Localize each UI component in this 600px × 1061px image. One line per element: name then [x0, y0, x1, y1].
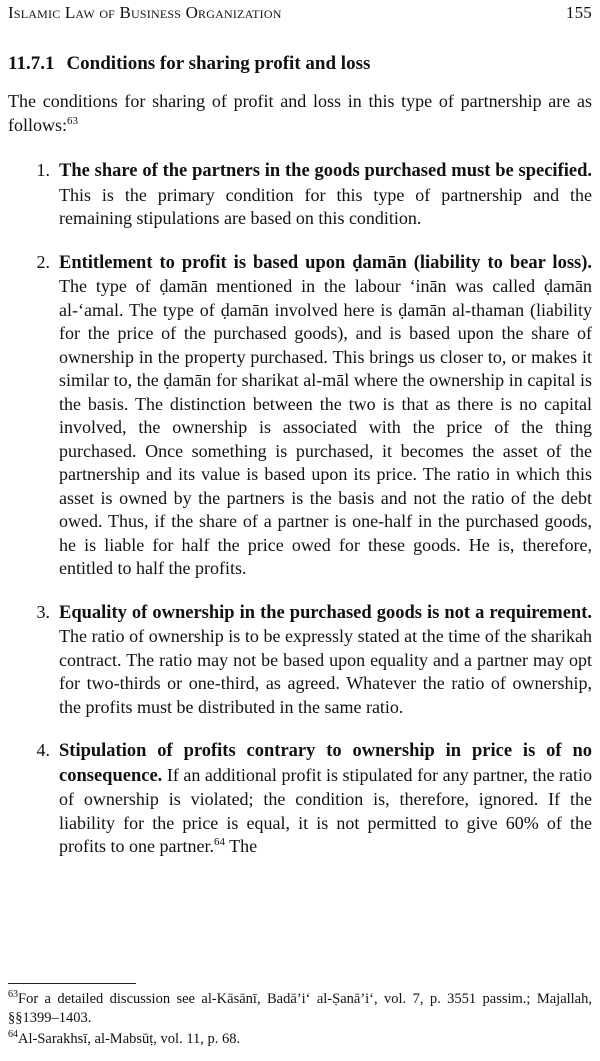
item-body: This is the primary condition for this type of partnership and the remaining stipulations are based on this condition. — [59, 184, 592, 228]
footnote-text: For a detailed discussion see al-Kāsānī, Badā’i‘ al-Ṣanā’i‘, vol. 7, p. 3551 passim.; Majallah, §§1399–1403. — [8, 991, 592, 1026]
item-body: The ratio of ownership is to be expressly stated at the time of the sharikah contract. The ratio may not be based upon equality and a partner may opt for two-thirds or one-third, as agreed. Whatever the ratio of ownership, the profits must be distributed in the same ratio. — [59, 626, 592, 717]
list-item-text — [59, 739, 592, 859]
footnote-rule — [8, 983, 136, 984]
section-title: Conditions for sharing profit and loss — [66, 53, 371, 74]
item-body: If an additional profit is stipulated for any partner, the ratio of ownership is violated; the condition is, therefore, ignored. If the liability for the price is equal, it is not permitted to give 60% of the profits to one partner. — [59, 764, 592, 856]
list-item-number: 2. — [36, 251, 50, 272]
running-header-title: Islamic Law of Business Organization — [8, 3, 282, 22]
item-body: The type of ḍamān mentioned in the labour ‘inān was called ḍamān al-‘amal. The type of ḍamān involved here is ḍamān al-thaman (liability for the price of the purchased goods), and is based upon the share of ownership in the property purchased. This brings us closer to, or makes it similar to, the ḍamān for sharikat al-māl where the ownership in capital is the basis. The distinction between the two is that as there is no capital involved, the ownership is associated with the price of the thing purchased. Once something is purchased, it becomes the asset of the partnership and its value is based upon its price. The ratio in which this asset is owned by the partners is the basis and not the ratio of the debt owed. Thus, if the share of a partner is one-half in the purchased goods, he is liable for half the price owed for these goods. He is, therefore, entitled to half the profits. — [59, 276, 592, 578]
footnote-ref-63: 63 — [67, 114, 79, 127]
item-lead: Stipulation of profits contrary to ownership in price is of no consequence. — [59, 741, 592, 786]
list-item-text — [59, 159, 592, 231]
item-tail: The — [224, 836, 258, 856]
intro-text: The conditions for sharing of profit and loss in this type of partnership are as follows: — [8, 91, 592, 135]
footnote-text: Al-Sarakhsī, al-Mabsūṭ, vol. 11, p. 68. — [18, 1031, 241, 1047]
running-header — [8, 2, 592, 24]
list-item-1 — [8, 159, 592, 231]
footnote-64 — [8, 1030, 592, 1049]
list-item-3 — [8, 601, 592, 720]
footnote-number: 63 — [8, 989, 18, 1001]
section-heading — [8, 52, 592, 76]
footnote-ref-64: 64 — [213, 836, 225, 848]
conditions-list — [8, 159, 592, 859]
item-lead: The share of the partners in the goods purchased must be specified. — [59, 161, 592, 181]
list-item-text — [59, 251, 592, 581]
page-number: 155 — [565, 3, 592, 22]
footnote-63 — [8, 990, 592, 1028]
section-number: 11.7.1 — [8, 53, 55, 74]
item-lead: Equality of ownership in the purchased goods is not a requirement. — [59, 602, 592, 623]
intro-paragraph — [8, 90, 592, 137]
list-item-number: 4. — [36, 740, 50, 760]
list-item-2 — [8, 251, 592, 581]
footnotes — [8, 983, 592, 1049]
list-item-4 — [8, 739, 592, 859]
item-lead: Entitlement to profit is based upon ḍamān (liability to bear loss). — [59, 252, 592, 273]
list-item-number: 3. — [36, 601, 50, 622]
list-item-text — [59, 601, 592, 720]
footnote-number: 64 — [8, 1029, 18, 1041]
list-item-number: 1. — [36, 160, 50, 180]
